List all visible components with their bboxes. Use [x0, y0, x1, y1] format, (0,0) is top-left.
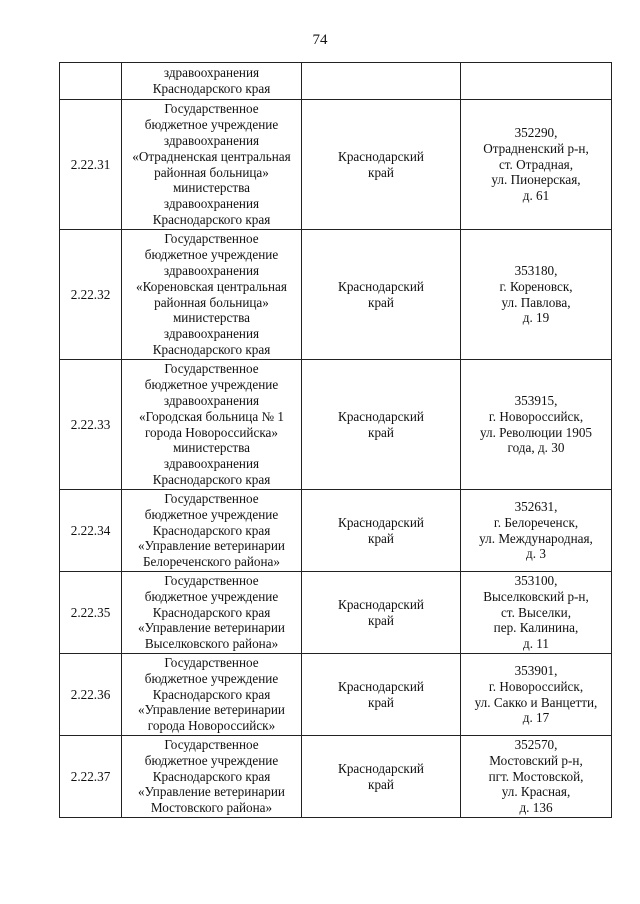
cell-organization-name-line: бюджетное учреждение: [144, 588, 279, 604]
cell-region: [302, 654, 461, 736]
cell-organization-name-line: бюджетное учреждение: [144, 246, 279, 262]
cell-region-line: Краснодарский: [338, 514, 424, 530]
cell-organization-name-line: здравоохранения: [163, 456, 260, 472]
cell-address-line: г. Белореченск,: [493, 514, 579, 530]
cell-organization-name-line: Белореченского района»: [142, 554, 281, 570]
cell-organization-name-line: Краснодарского края: [152, 81, 271, 96]
cell-address-line: пер. Калинина,: [493, 620, 579, 636]
cell-address: [461, 100, 612, 230]
cell-organization-name-line: Выселковского района»: [144, 636, 279, 652]
cell-organization-name-line: Государственное: [164, 572, 259, 588]
cell-organization-name-line: здравоохранения: [163, 196, 260, 212]
cell-address: [461, 490, 612, 572]
cell-organization-name-line: «Управление ветеринарии: [138, 538, 285, 554]
cell-address: [461, 360, 612, 490]
table-row: [60, 360, 612, 490]
cell-region: [302, 230, 461, 360]
cell-organization-name-line: бюджетное учреждение: [144, 506, 279, 522]
cell-region-line: Краснодарский: [338, 408, 424, 424]
table-row: [60, 63, 612, 100]
cell-address-line: Выселковский р-н,: [483, 588, 589, 604]
cell-address-line: ст. Выселки,: [500, 604, 572, 620]
cell-organization-name: [122, 230, 302, 360]
cell-region: [302, 100, 461, 230]
cell-address-line: 353915,: [514, 392, 558, 408]
cell-address-line: ул. Красная,: [501, 784, 571, 800]
table-row: [60, 572, 612, 654]
cell-address-line: д. 61: [522, 188, 550, 204]
cell-address-line: Мостовский р-н,: [489, 752, 583, 768]
cell-region-line: Краснодарский: [338, 678, 424, 694]
cell-address: [461, 736, 612, 818]
cell-organization-name-line: бюджетное учреждение: [144, 670, 279, 686]
cell-item-number: [60, 63, 122, 100]
table-row: [60, 490, 612, 572]
cell-region-line: край: [368, 164, 394, 180]
cell-organization-name-line: «Отрадненская центральная: [132, 148, 291, 164]
cell-organization-name-line: «Городская больница № 1: [139, 408, 284, 424]
cell-organization-name: [122, 100, 302, 230]
cell-address-line: Отрадненский р-н,: [483, 140, 589, 156]
cell-organization-name-line: Государственное: [164, 654, 259, 670]
registry-table-body: [60, 63, 612, 818]
cell-region: [302, 360, 461, 490]
table-row: [60, 230, 612, 360]
cell-organization-name-line: министерства: [172, 180, 251, 196]
cell-item-number: 2.22.34: [60, 490, 122, 572]
cell-organization-name-line: Краснодарского края: [152, 686, 271, 702]
cell-address-line: 353901,: [514, 662, 558, 678]
cell-region-line: край: [368, 694, 394, 710]
cell-address-line: д. 3: [526, 546, 546, 562]
cell-address: [461, 572, 612, 654]
cell-organization-name-line: здравоохранения: [163, 65, 260, 81]
cell-region: [302, 572, 461, 654]
cell-address-line: г. Новороссийск,: [488, 408, 584, 424]
cell-organization-name-line: «Управление ветеринарии: [138, 702, 285, 718]
cell-region-line: край: [368, 776, 394, 792]
cell-region-line: край: [368, 294, 394, 310]
cell-organization-name-line: районная больница»: [154, 164, 269, 180]
cell-address-line: д. 136: [519, 800, 553, 816]
cell-address-line: 352631,: [514, 498, 558, 514]
cell-address-line: г. Кореновск,: [499, 278, 573, 294]
cell-organization-name-line: «Управление ветеринарии: [138, 784, 285, 800]
cell-organization-name-line: здравоохранения: [163, 262, 260, 278]
cell-item-number: 2.22.32: [60, 230, 122, 360]
cell-region-line: Краснодарский: [338, 148, 424, 164]
cell-organization-name-line: Государственное: [164, 490, 259, 506]
cell-organization-name: [122, 572, 302, 654]
table-row: [60, 654, 612, 736]
cell-address-line: 353100,: [514, 572, 558, 588]
cell-address-line: пгт. Мостовской,: [488, 768, 584, 784]
cell-organization-name-line: Государственное: [164, 360, 259, 376]
cell-item-number: 2.22.31: [60, 100, 122, 230]
cell-organization-name-line: Краснодарского края: [152, 212, 271, 228]
cell-organization-name-line: бюджетное учреждение: [144, 376, 279, 392]
cell-address-line: д. 11: [522, 636, 549, 652]
cell-organization-name-line: Государственное: [164, 100, 259, 116]
cell-organization-name-line: бюджетное учреждение: [144, 752, 279, 768]
cell-address: [461, 654, 612, 736]
page-number: 74: [312, 32, 328, 48]
cell-organization-name-line: Краснодарского края: [152, 768, 271, 784]
cell-organization-name-line: Краснодарского края: [152, 472, 271, 488]
cell-organization-name-line: министерства: [172, 440, 251, 456]
cell-address-line: ул. Сакко и Ванцетти,: [474, 694, 598, 710]
cell-address-line: д. 17: [522, 710, 550, 726]
cell-item-number: 2.22.37: [60, 736, 122, 818]
cell-region: [302, 736, 461, 818]
cell-address-line: года, д. 30: [507, 440, 565, 456]
cell-organization-name-line: Краснодарского края: [152, 604, 271, 620]
cell-organization-name-line: «Кореновская центральная: [136, 278, 287, 294]
table-row: [60, 100, 612, 230]
cell-region-line: Краснодарский: [338, 278, 424, 294]
cell-address: [461, 63, 612, 100]
cell-organization-name-line: Краснодарского края: [152, 342, 271, 358]
cell-address-line: 353180,: [514, 262, 558, 278]
table-row: [60, 736, 612, 818]
cell-organization-name-line: «Управление ветеринарии: [138, 620, 285, 636]
cell-organization-name: [122, 360, 302, 490]
cell-organization-name-line: здравоохранения: [163, 132, 260, 148]
cell-organization-name-line: здравоохранения: [163, 392, 260, 408]
cell-address-line: 352290,: [514, 124, 558, 140]
cell-organization-name-line: Краснодарского края: [152, 522, 271, 538]
cell-organization-name-line: здравоохранения: [163, 326, 260, 342]
cell-organization-name-line: Государственное: [164, 736, 259, 752]
cell-region: [302, 490, 461, 572]
cell-address-line: ул. Революции 1905: [479, 424, 593, 440]
cell-organization-name: [122, 63, 302, 100]
cell-organization-name-line: города Новороссийска»: [144, 424, 279, 440]
cell-item-number: 2.22.35: [60, 572, 122, 654]
cell-address-line: ул. Павлова,: [501, 294, 571, 310]
cell-address-line: ст. Отрадная,: [498, 156, 574, 172]
cell-region-line: Краснодарский: [338, 760, 424, 776]
cell-address-line: д. 19: [522, 310, 550, 326]
cell-organization-name-line: Мостовского района»: [150, 800, 273, 816]
registry-table: [59, 62, 612, 818]
cell-organization-name: [122, 736, 302, 818]
cell-address-line: ул. Пионерская,: [491, 172, 581, 188]
cell-organization-name-line: районная больница»: [154, 294, 269, 310]
cell-organization-name-line: Государственное: [164, 230, 259, 246]
cell-organization-name-line: бюджетное учреждение: [144, 116, 279, 132]
cell-address-line: г. Новороссийск,: [488, 678, 584, 694]
cell-organization-name-line: министерства: [172, 310, 251, 326]
cell-region: [302, 63, 461, 100]
cell-address: [461, 230, 612, 360]
cell-region-line: край: [368, 612, 394, 628]
cell-region-line: край: [368, 530, 394, 546]
cell-organization-name-line: города Новороссийск»: [147, 718, 276, 734]
cell-item-number: 2.22.33: [60, 360, 122, 490]
cell-address-line: 352570,: [514, 736, 558, 752]
cell-organization-name: [122, 654, 302, 736]
cell-region-line: Краснодарский: [338, 596, 424, 612]
cell-item-number: 2.22.36: [60, 654, 122, 736]
cell-region-line: край: [368, 424, 394, 440]
cell-organization-name: [122, 490, 302, 572]
cell-address-line: ул. Международная,: [479, 530, 593, 546]
